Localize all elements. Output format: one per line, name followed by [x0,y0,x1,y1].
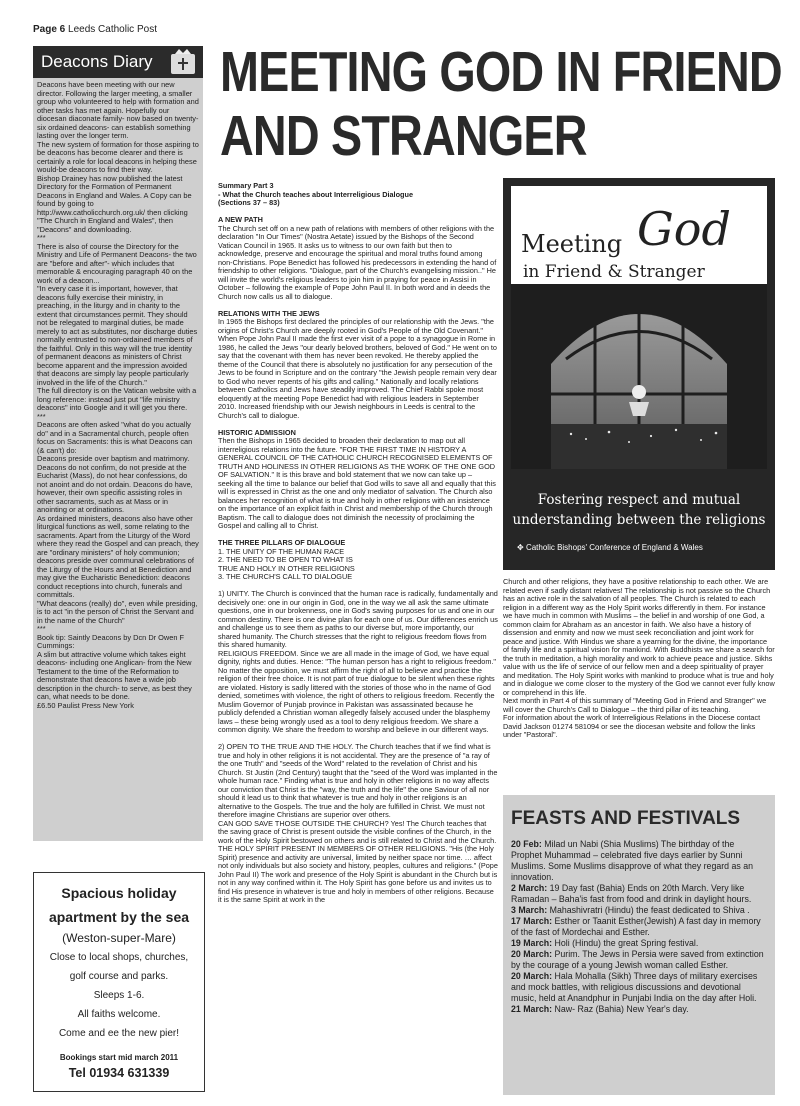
poster-image [503,178,775,570]
holiday-apartment-ad [33,872,205,1092]
list-item: 19 March: Holi (Hindu) the great Spring festival. [511,938,699,948]
ad-line: golf course and parks. [69,971,169,982]
heading-new-path: A NEW PATH [218,215,263,224]
text-jews: In 1965 the Bishops first declared the principles of our relationship with the Jews. "the origins of Christ's Church are deeply rooted in God's People of the Old Covenant." When Pope John Paul II made the first ever visit of a pope to a synagogue in Rome in 1986, he called the Jews "our dearly beloved brothers, beloved of God." He went on to say that the covenant with them has never been revoked. He thereby applied the theme of the Council that there is absolutely no justification for any persecution of the Jews to be found in Scripture and on the contrary "the Jewish people remain very dear to God who never repents of his gifts and calling." Nationally and locally relations between Catholics and Jews have steadily improved. The Chief Rabbi spoke most eloquently at the meeting Pope Benedict had with religious leaders in September 2010. Increased friendship with our Jewish neighbours in Leeds is central to the Church's call to dialogue. [218,317,497,420]
ad-bookings: Bookings start mid march 2011 [59,1053,179,1062]
poster-title-meeting: Meeting [521,230,623,258]
headline-line-1: MEETING GOD IN FRIEND [220,40,782,104]
headline-line-2: AND STRANGER [220,104,587,168]
poster-title-line-2: in Friend & Stranger [523,262,705,282]
deacons-diary-panel [33,46,203,841]
feasts-and-festivals-panel [503,795,775,1095]
text-historic: Then the Bishops in 1965 decided to broaden their declaration to map out all interreligious relations into the future. "FOR THE FIRST TIME IN HISTORY A GENERAL COUNCIL OF THE CATHOLIC CHURCH RECOGNISED ELEMENTS OF TRUTH AND HOLINESS IN OTHER RELIGIONS AS THE WORK OF THE ONE GOD OF SALVATION." It is this brave and bold statement that we now can take up – seeking all the time to balance our belief that God wills to save all and equally that this will is expressed in Christ as the one and only mediator of salvation. The Church also balances her recognition of what is true and holy in other religions with an insistence on the importance of an explicit faith in Christ and membership of the Church through Baptism. The call to dialogue does not diminish the necessity of proclaiming the Gospel and calling all to Christ. [218,436,496,530]
list-item: 21 March: Naw- Raz (Bahia) New Year's day. [511,1004,689,1014]
text-open: 2) OPEN TO THE TRUE AND THE HOLY. The Church teaches that if we find what is true and holy in other religions it is not accidental. They are the presence of "a ray of the one Truth" and "seeds of the Word" related to the revelation of Christ and his Church. St Justin (2nd Century) taught that the "seed of the Word was implanted in the whole human race." Finding what is true and holy in other religions in no way affects our conviction that Christ is the "way, the truth and the life" the one Saviour of all nor should it lead us to think that whatever is true and holy in other religions is an alternative to the Gospels. The true and the holy are fulfilled in Christ. We must not therefore imagine Christians are superior over others. CAN GOD SAVE THOSE OUTSIDE THE CHURCH? Yes! The Church teaches that the saving grace of Christ is present outside the visible confines of the Church, in the work of the Holy Spirit bestowed on others and is still related to Christ and the Church. THE HOLY SPIRIT PRESENT IN MEMBERS OF OTHER RELIGIONS. "His (the Holy Spirit) presence and activity are universal, limited by neither space nor time. … affect not only individuals but also society and history, peoples, cultures and religions." (Pope John Paul II) The work and presence of the Holy Spirit is abundant in the Church but is not in any way confined within it. The Holy Spirit has gone before us and invites us to find His presence in whatever is true and holy in members of other religions. Because it is the same Spirit at work in the [218,742,498,904]
list-item: 2 March: 19 Day fast (Bahia) Ends on 20th March. Very like Ramadan – Baha'is fast from food and drink in daylight hours. [511,883,752,904]
feasts-title: FEASTS AND FESTIVALS [511,808,741,829]
ad-line: Sleeps 1-6. [93,990,145,1001]
poster-title-god: God [637,202,731,256]
poster-title-area [511,186,767,284]
text-new-path: The Church set off on a new path of relations with members of other religions with the declaration "In Our Times" (Nostra Aetate) issued by the Bishops of the Second Vatican Council in 1965. It asks us to witness to our own faith but then to acknowledge, preserve and encourage the spiritual and moral truths found among non-Christians. Pope Benedict has followed his predecessors in extending the hand of friendship to other religions. "Dialogue, part of the Church's evangelising mission.." He will invite the world's religious leaders to join him in praying for peace in Assisi in October – following the example of Pope John Paul II. In both word and in deeds the Church now calls us all to dialogue. [218,223,497,301]
article-summary: Summary Part 3 - What the Church teaches about Interreligious Dialogue (Sections 37 – 83) [218,181,414,207]
list-item: 3 March: Mahashivratri (Hindu) the feast dedicated to Shiva . [511,905,750,915]
ad-line: Close to local shops, churches, [49,952,189,963]
heading-jews: RELATIONS WITH THE JEWS [218,308,320,318]
poster-footer [517,543,703,552]
ad-line: All faiths welcome. [77,1009,161,1020]
poster-footer-text: Catholic Bishops' Conference of England & Wales [525,543,703,552]
headline [220,40,786,168]
deacons-diary-header [33,46,203,78]
page-number: Page 6 [33,24,66,35]
crest-icon [169,48,197,76]
article-column [218,182,498,905]
publication-name: Leeds Catholic Post [68,24,157,35]
feasts-list [503,839,775,1015]
ad-line: Come and ee the new pier! [58,1028,180,1039]
city-window-photo [511,284,767,469]
list-item: 20 Feb: Milad un Nabi (Shia Muslims) The birthday of the Prophet Muhammad – celebrated five days earlier by Sunni Muslims. Some Muslims disapprove of what they regard as an innovation. [511,839,754,882]
list-item: 20 March: Purim. The Jews in Persia were saved from extinction by the courage of a young Jewish woman called Esther. [511,949,764,970]
heading-pillars: THE THREE PILLARS OF DIALOGUE [218,538,346,547]
ad-telephone: Tel 01934 631339 [68,1066,170,1080]
deacons-diary-body: Deacons have been meeting with our new director. Following the larger meeting, a smaller group who volunteered to help with formation and other tasks has met again. Hopefully our diocesan diaconate family- now based on twenty-six ordained deacons- can establish something lasting over the longer term. The new system of formation for those aspiring to be deacons has become clearer and there is certainly a role for local deacons in helping these would-be deacons to find their way. Bishop Drainey has now published the latest Directory for the Formation of Permanent Deacons in England and Wales. A Copy can be found by going to http://www.catholicchurch.org.uk/ then clicking "The Church in England and Wales", then "Deacons" and downloading. *** There is also of course the Directory for the Ministry and Life of Permanent Deacons- the two are "before and after"- which includes that memorable & encouraging paragraph 40 on the work of a deacon... "In every case it is important, however, that deacons fully exercise their ministry, in preaching, in the liturgy and in charity to the extent that circumstances permit. They should not be relegated to marginal duties, be made merely to act as substitutes, nor discharge duties normally entrusted to non-ordained members of the faithful. Only in this way will the true identity of permanent deacons as ministers of Christ become apparent and the impression avoided that deacons are simply lay people particularly involved in the life of the Church." The full directory is on the Vatican website with a long reference: instead just put "life ministry deacons" into Google and it will get you there. *** Deacons are often asked "what do you actually do" and in a Sacramental church, people often focus on Sacraments: this is what Deacons can (& can't) do: Deacons preside over baptism and matrimony. Deacons do not confirm, do not preside at the Eucharist (Mass), do not hear confessions, do not anoint and do not ordain. Deacons do have, however, their own specific assisting roles in other sacraments, such as at Mass or in anointing or at ordinations. As ordained ministers, deacons also have other liturgical functions as well, some relating to the sacraments. Apart from the Liturgy of the Word where they read the Gospel and can preach, they are "ordinary ministers" of holy communion; deacons preside over communal celebrations of the Liturgy of the Hours and at Benediction and may give the Eucharistic Benediction: deacons conduct receptions into church, funerals and committals. "What deacons (really) do", even while presiding, is to act "in the person of Christ the Servant and in the name of the Church" *** Book tip: Saintly Deacons by Dcn Dr Owen F Cummings: A slim but attractive volume which takes eight deacons- including one Anglican- from the New Testament to the time of the Reformation to demonstrate that deacons have a wide job description in the church- to serve, as best they can, what needs to be done. £6.50 Paulist Press New York [37,80,199,710]
bishops-conference-logo-icon: ✥ [517,543,526,552]
list-item: 17 March: Esther or Taanit Esther(Jewish) A fast day in memory of the fast of Mordechai and Esther. [511,916,761,937]
poster-subtitle: Fostering respect and mutual understanding between the religions [512,492,766,528]
ad-place: (Weston-super-Mare) [62,931,176,945]
deacons-diary-title: Deacons Diary [41,52,153,71]
heading-historic: HISTORIC ADMISSION [218,427,296,437]
page-header [33,24,157,35]
text-unity: 1) UNITY. The Church is convinced that the human race is radically, fundamentally and decisively one: one in our origin in God, one in the way we all ask the same ultimate questions, one in our brokenness, one in God's saving purposes for us and one in our common destiny. There is one divine plan for each one of us. Our differences enrich us and challenge us to see them as paths to our diverse but, more importantly, our shared humanity. The Church stresses that the right to religious freedom flows from this shared humanity. RELIGIOUS FREEDOM. Since we are all made in the image of God, we have equal dignity, rights and duties. Hence: "The human person has a right to religious freedom." No matter the opposition, we must affirm the right of all to believe and practice the religion of their free choice. It is not part of true dialogue to be silent when these rights are violated. History is sadly littered with the stories of those who in the name of God denied, sometimes with violence, the right of others to religious freedom. Recently the Muslim Governor of Punjab province in Pakistan was assassinated because he publicly defended a Christian woman allegedly falsely accused under the blasphemy laws – these being wrongly used as a tool to deny religious freedom. We share a common dignity. We share the freedom to worship and believe in our different ways. [218,589,498,734]
ad-title-line-1: Spacious holiday [61,885,177,901]
ad-title-line-2: apartment by the sea [48,909,190,925]
list-item: 20 March: Hala Mohalla (Sikh) Three days of military exercises and mock battles, with religious discussions and devotional music, held at Anandphur in Punjabi India on the day after Holi. [511,971,758,1003]
article-column-continued: Church and other religions, they have a positive relationship to each other. We are related even if sadly distant relatives! The relationship is not passive so the Church has an active role in the salvation of all peoples. The Church is related to each religion in a different way as the Holy Spirit works differently in them. For instance we have much in common with Muslims – the belief in and worship of one God, a common claim for Abraham as an ancestor in faith. We also have a history of dissension and enmity and now we must seek reconciliation and joint work for peace and justice. With Hindus we share a yearning for the divine, the importance of family life and a spiritual vision for mankind. With Buddhists we share a search for the truth in meditation, a high morality and work to achieve peace and justice. Sikhs value with us the life of service of our fellow men and a deep spirituality of prayer and meditation. The Holy Spirit works with mankind to produce what is true and holy and in dialogue we come closer to the mystery of the God we cannot ever fully know or comprehend in this life. Next month in Part 4 of this summary of "Meeting God in Friend and Stranger" we will cover the Church's Call to Dialogue – the third pillar of its teaching. For information about the work of Interreligious Relations in the Diocese contact David Jackson 01274 581094 or see the diocesan website and follow the links under "Pastoral". [503,577,775,739]
pillars-list: 1. THE UNITY OF THE HUMAN RACE 2. THE NEED TO BE OPEN TO WHAT IS TRUE AND HOLY IN OTHER RELIGIONS 3. THE CHURCH'S CALL TO DIALOGUE [218,546,355,581]
